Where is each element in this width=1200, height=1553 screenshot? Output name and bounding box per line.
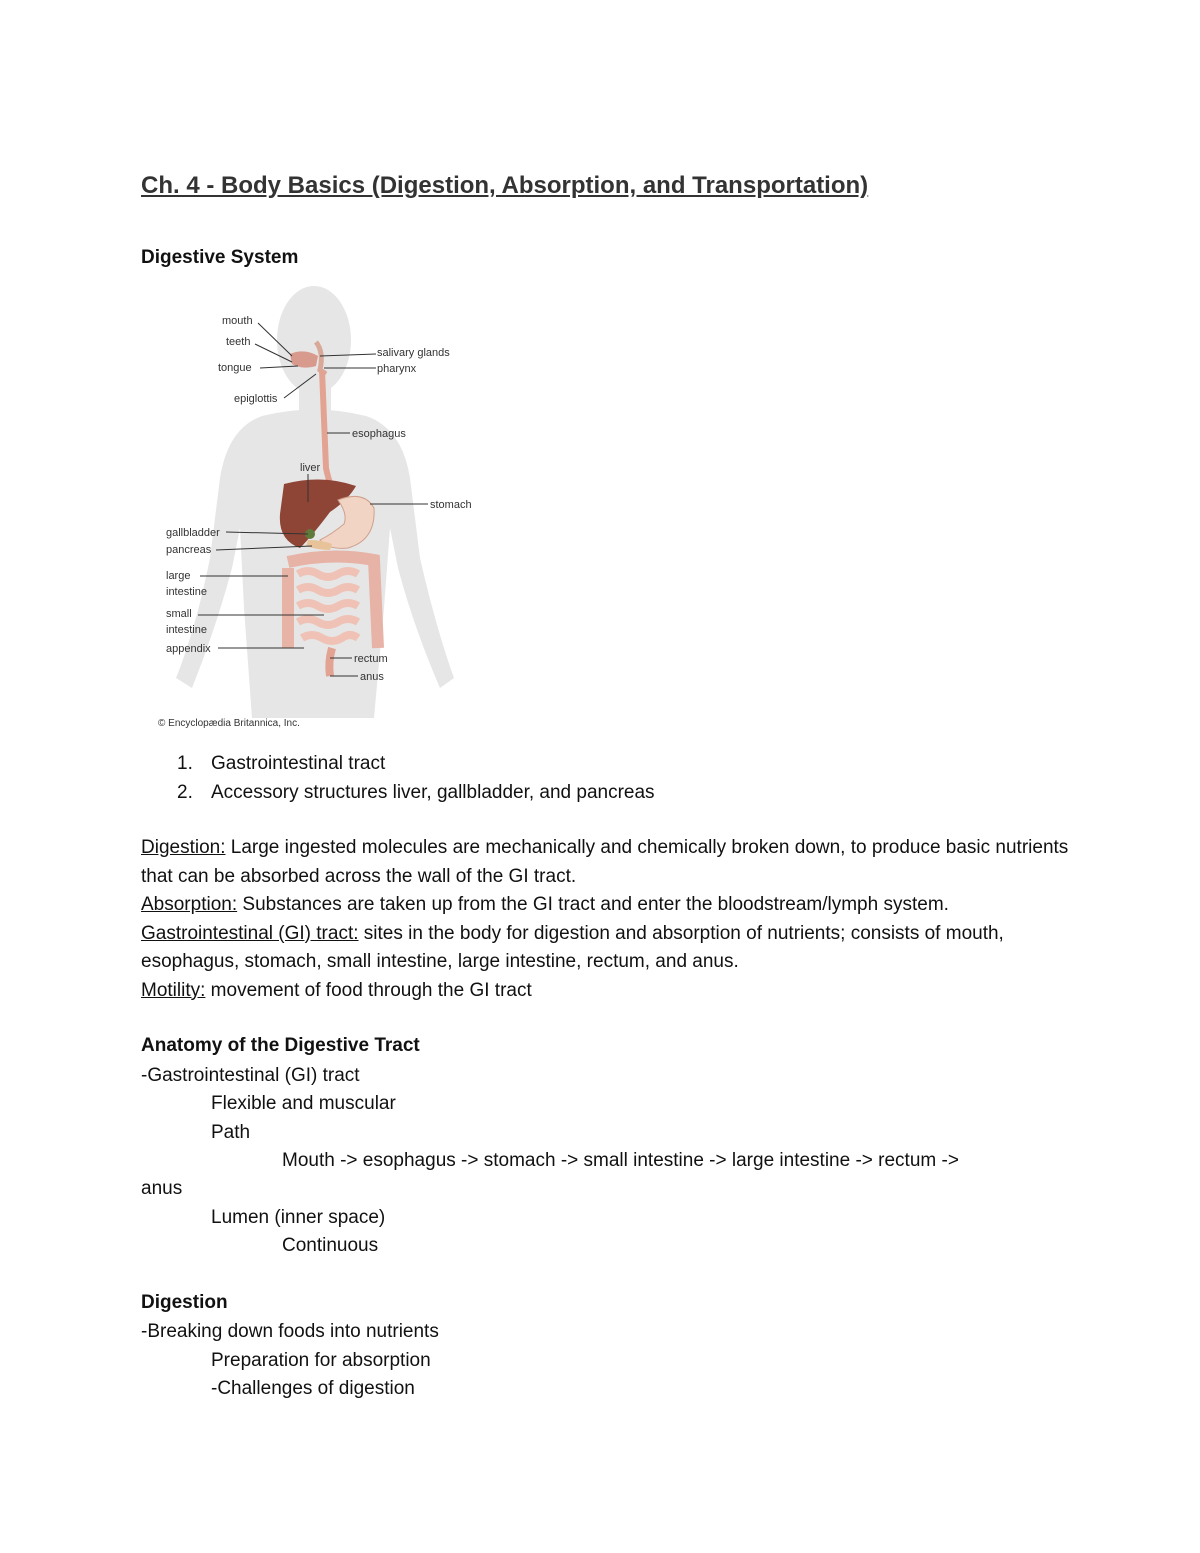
anatomy-heading: Anatomy of the Digestive Tract (141, 1035, 420, 1056)
definition-text: movement of food through the GI tract (205, 979, 532, 1001)
anatomy-path-wrap: anus (141, 1178, 183, 1199)
accessory-list (141, 749, 655, 807)
anatomy-path-line: Mouth -> esophagus -> stomach -> small intestine -> large intestine -> rectum -> (282, 1150, 959, 1171)
anatomy-line: Continuous (282, 1235, 379, 1256)
label-epiglottis: epiglottis (234, 393, 278, 405)
definitions-block (141, 834, 1071, 1005)
digestion-heading: Digestion (141, 1292, 228, 1313)
label-gallbladder: gallbladder (166, 527, 220, 539)
label-small-intestine-2: intestine (166, 624, 207, 636)
digestive-system-figure (152, 278, 492, 734)
label-pancreas: pancreas (166, 544, 212, 556)
anatomy-line: Lumen (inner space) (211, 1207, 386, 1228)
label-anus: anus (360, 671, 384, 683)
definition-text: Substances are taken up from the GI tract and enter the bloodstream/lymph system. (237, 894, 949, 915)
list-item (141, 749, 655, 778)
label-mouth: mouth (222, 315, 253, 327)
definition-motility (141, 977, 1071, 1006)
label-appendix: appendix (166, 643, 211, 655)
definition-term: Gastrointestinal (GI) tract: (141, 922, 359, 944)
label-liver: liver (300, 462, 321, 474)
label-tongue: tongue (218, 362, 252, 374)
definition-text: Large ingested molecules are mechanically and chemically broken down, to produce basic nutrients that can be absorbed across the wall of the GI tract. (141, 837, 1069, 887)
page-title: Ch. 4 - Body Basics (Digestion, Absorption, and Transportation) (141, 172, 869, 199)
figure-credit: © Encyclopædia Britannica, Inc. (158, 718, 300, 729)
definition-term: Digestion: (141, 837, 226, 858)
label-teeth: teeth (226, 336, 251, 348)
anatomy-line: Flexible and muscular (211, 1093, 396, 1114)
definition-term: Absorption: (141, 894, 238, 915)
list-text: Accessory structures liver, gallbladder, and pancreas (211, 782, 655, 803)
digestive-system-heading: Digestive System (141, 247, 299, 268)
list-number: 2. (177, 782, 193, 803)
label-salivary-glands: salivary glands (377, 347, 450, 359)
rectum-organ (329, 648, 332, 676)
definition-absorption (141, 891, 1071, 920)
anatomy-line: -Gastrointestinal (GI) tract (141, 1065, 360, 1086)
list-item (141, 778, 655, 807)
definition-digestion (141, 834, 1071, 891)
digestion-line: Preparation for absorption (211, 1350, 431, 1371)
anatomy-line: Path (211, 1122, 251, 1143)
label-esophagus: esophagus (352, 428, 406, 440)
list-text: Gastrointestinal tract (211, 753, 386, 774)
definition-text: sites in the body for digestion and absorption of nutrients; consists of mouth, esophagus, stomach, small intestine, large intestine, rectum, and anus. (141, 922, 1004, 972)
label-large-intestine-2: intestine (166, 586, 207, 598)
label-stomach: stomach (430, 499, 472, 511)
definition-term: Motility: (141, 979, 206, 1001)
label-rectum: rectum (354, 653, 388, 665)
label-small-intestine-1: small (166, 608, 192, 620)
label-large-intestine-1: large (166, 570, 191, 582)
label-pharynx: pharynx (377, 363, 417, 375)
digestion-line: -Breaking down foods into nutrients (141, 1321, 439, 1342)
definition-gi-tract (141, 920, 1071, 977)
digestion-line: -Challenges of digestion (211, 1378, 415, 1399)
list-number: 1. (177, 753, 193, 774)
digestive-system-illustration (152, 278, 492, 734)
